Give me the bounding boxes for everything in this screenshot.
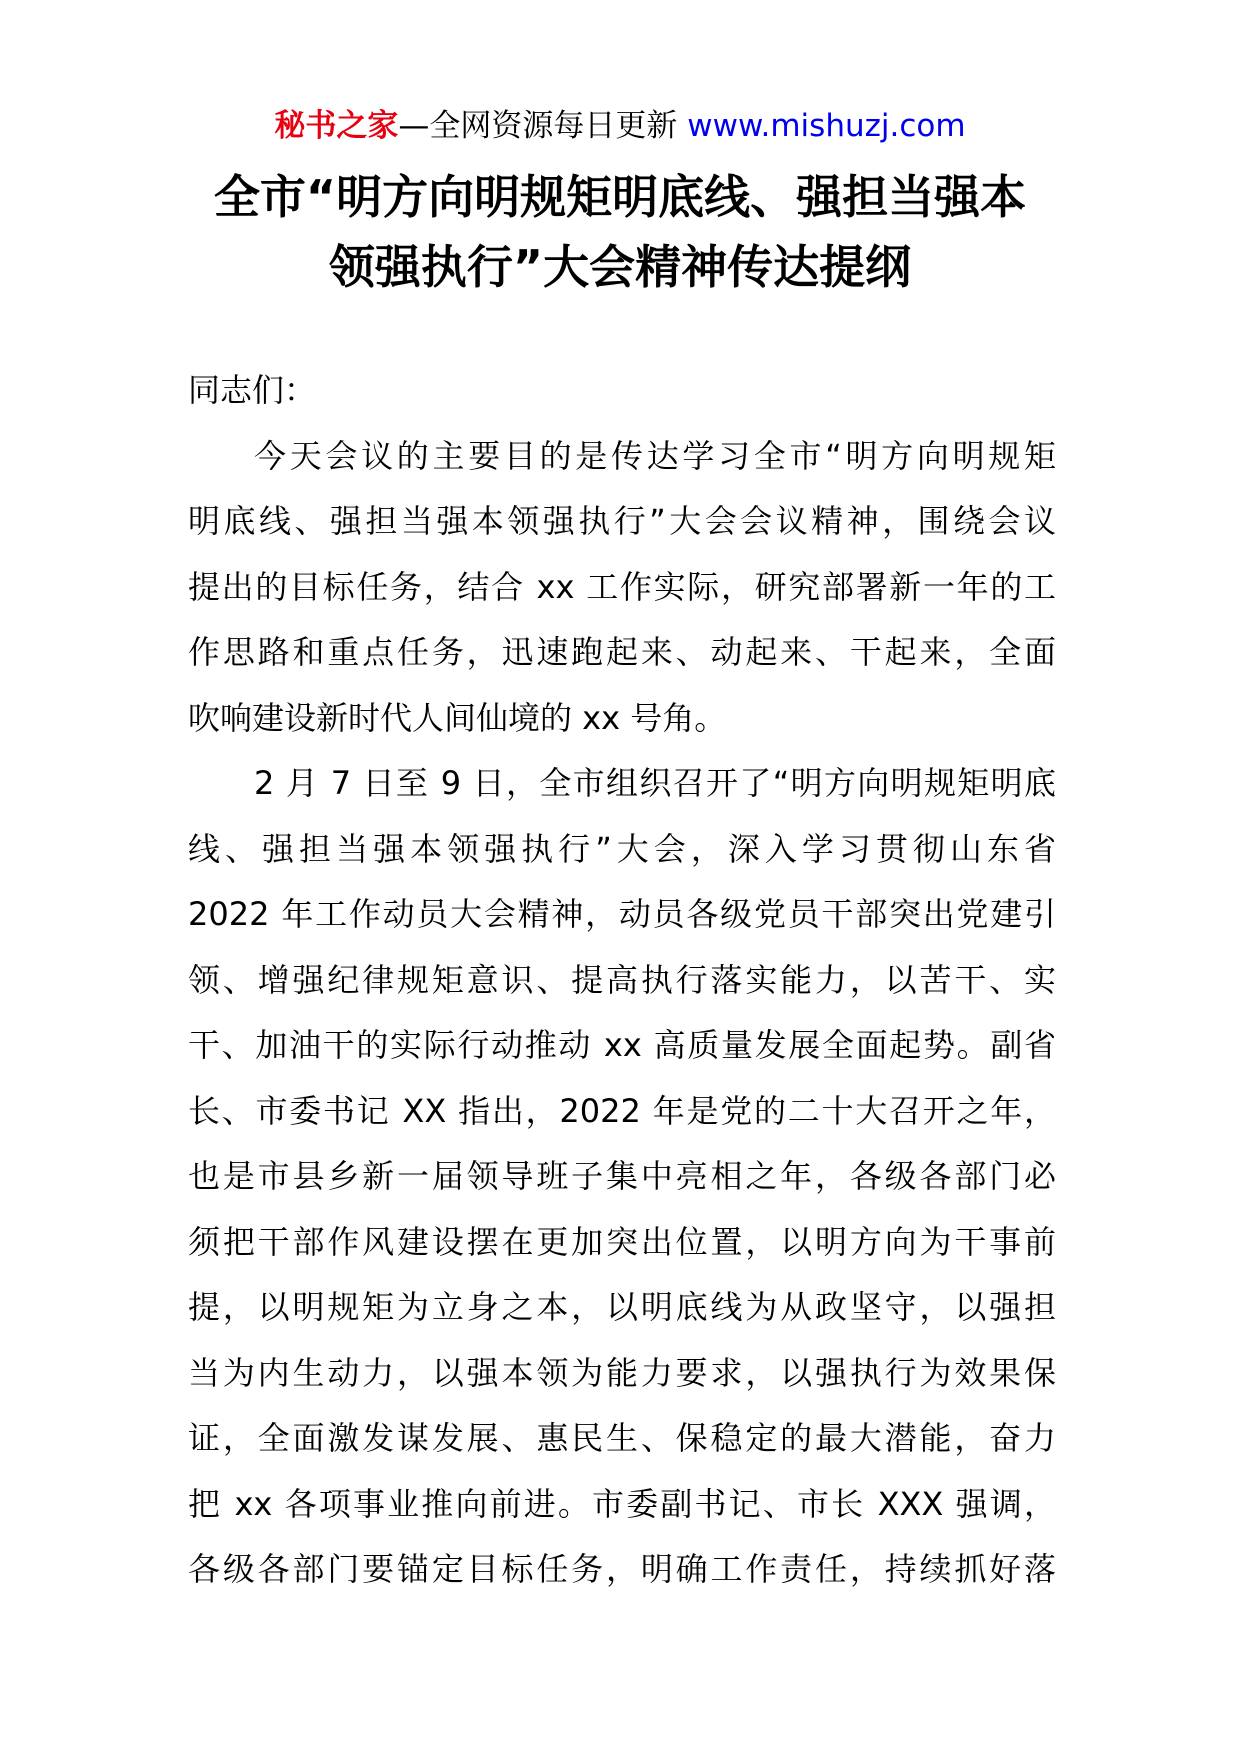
salutation: 同志们：	[188, 371, 317, 409]
paragraph-line: 须把干部作风建设摆在更加突出位置，以明方向为干事前	[188, 1222, 1056, 1261]
paragraph-2	[188, 751, 1056, 1603]
paragraph-line: 干、加油干的实际行动推动 xx 高质量发展全面起势。副省	[188, 1026, 1056, 1064]
paragraph-line: 提，以明规矩为立身之本，以明底线为从政坚守，以强担	[188, 1288, 1056, 1326]
document-title	[150, 162, 1090, 302]
paragraph-line: 把 xx 各项事业推向前进。市委副书记、市长 XXX 强调，	[188, 1484, 1056, 1523]
paragraph-line: 当为内生动力，以强本领为能力要求，以强执行为效果保	[188, 1353, 1056, 1392]
site-header	[0, 104, 1240, 148]
paragraph-line: 作思路和重点任务，迅速跑起来、动起来、干起来，全面	[188, 633, 1056, 671]
website-link[interactable]: www.mishuzj.com	[687, 108, 966, 144]
title-line-2: 领强执行”大会精神传达提纲	[328, 240, 912, 294]
paragraph-line: 长、市委书记 XX 指出，2022 年是党的二十大召开之年，	[188, 1091, 1056, 1130]
paragraph-line: 提出的目标任务，结合 xx 工作实际，研究部署新一年的工	[188, 567, 1056, 606]
header-tagline: —全网资源每日更新	[398, 108, 688, 144]
paragraph-line: 2 月 7 日至 9 日，全市组织召开了“明方向明规矩明底	[254, 764, 1056, 802]
paragraph-line: 吹响建设新时代人间仙境的 xx 号角。	[188, 698, 727, 737]
paragraph-line: 也是市县乡新一届领导班子集中亮相之年，各级各部门必	[188, 1157, 1056, 1195]
brand-name: 秘书之家	[274, 108, 399, 144]
paragraph-line: 证，全面激发谋发展、惠民生、保稳定的最大潜能，奋力	[188, 1419, 1056, 1457]
document-body	[188, 358, 1056, 1603]
paragraph-line: 明底线、强担当强本领强执行”大会会议精神，围绕会议	[188, 502, 1056, 540]
paragraph-line: 线、强担当强本领强执行”大会，深入学习贯彻山东省	[188, 829, 1056, 868]
paragraph-line: 今天会议的主要目的是传达学习全市“明方向明规矩	[254, 436, 1056, 475]
paragraph-1	[188, 424, 1056, 752]
paragraph-line: 领、增强纪律规矩意识、提高执行落实能力，以苦干、实	[188, 960, 1056, 999]
title-line-1: 全市“明方向明规矩明底线、强担当强本	[213, 170, 1027, 224]
paragraph-line: 2022 年工作动员大会精神，动员各级党员干部突出党建引	[188, 895, 1056, 933]
paragraph-line: 各级各部门要锚定目标任务，明确工作责任，持续抓好落	[188, 1550, 1056, 1588]
